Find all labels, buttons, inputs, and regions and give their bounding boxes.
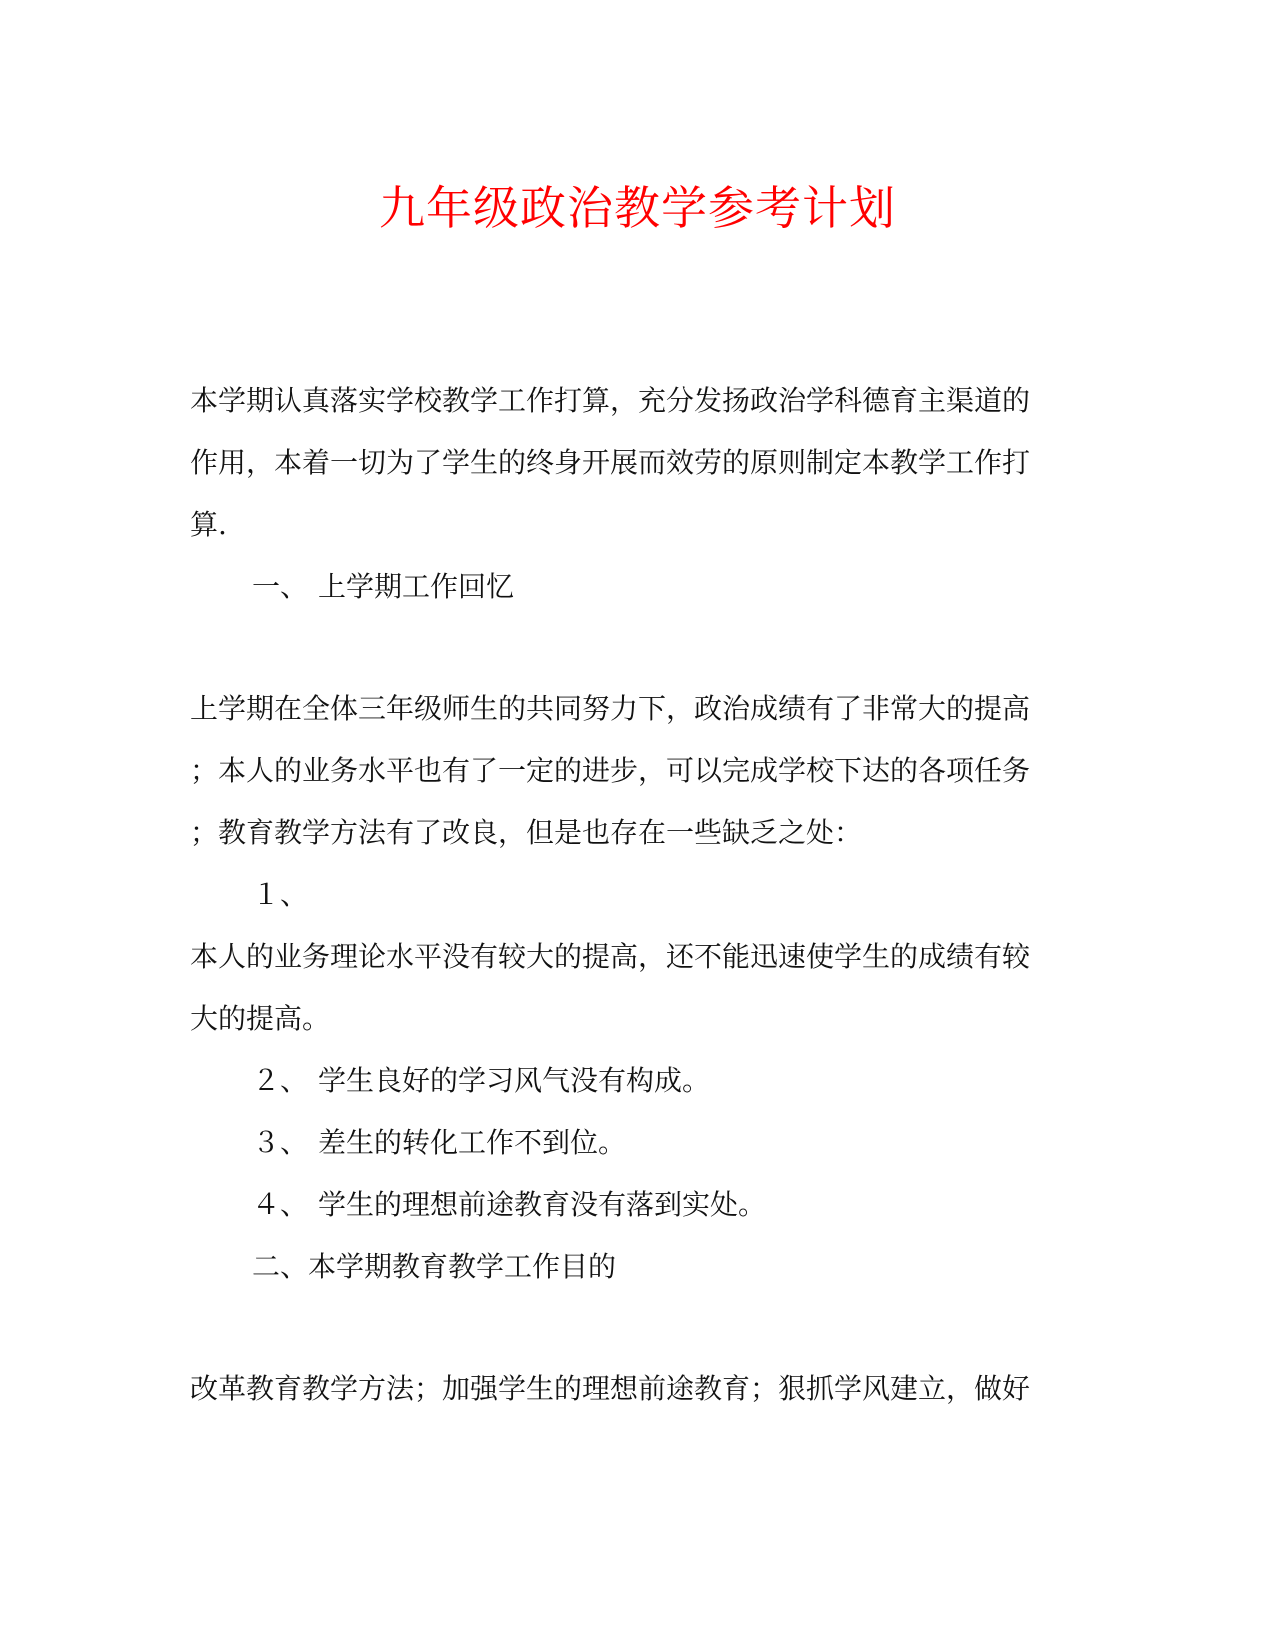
list-item-line: 大的提高。 [190,1002,331,1035]
list-item-text: 差生的转化工作不到位。 [318,1126,627,1159]
section-heading-1 [252,569,514,605]
document-title: 九年级政治教学参考计划 [379,181,896,235]
list-item-text: 学生良好的学习风气没有构成。 [318,1064,711,1097]
section-number: 一、 [252,570,309,603]
paragraph-line: ；本人的业务水平也有了一定的进步，可以完成学校下达的各项任务 [190,754,1031,787]
list-item [252,1125,626,1161]
list-item [252,1187,766,1223]
list-item [252,1063,710,1099]
list-item-line: 本人的业务理论水平没有较大的提高，还不能迅速使学生的成绩有较 [190,940,1031,973]
list-item-number: ３、 [252,1126,309,1159]
paragraph-line: 上学期在全体三年级师生的共同努力下，政治成绩有了非常大的提高 [190,692,1031,725]
paragraph-line: ；教育教学方法有了改良，但是也存在一些缺乏之处： [190,816,863,849]
paragraph-line: 改革教育教学方法；加强学生的理想前途教育；狠抓学风建立，做好 [190,1372,1031,1405]
list-item-number: ４、 [252,1188,309,1221]
paragraph-line: 本学期认真落实学校教学工作打算，充分发扬政治学科德育主渠道的 [190,384,1031,417]
list-item-text: 学生的理想前途教育没有落到实处。 [318,1188,767,1221]
list-item-number: １、 [252,878,309,911]
paragraph-line: 算. [190,508,227,541]
section-heading-2: 二、本学期教育教学工作目的 [252,1250,617,1283]
paragraph-line: 作用，本着一切为了学生的终身开展而效劳的原则制定本教学工作打 [190,446,1031,479]
list-item-number: ２、 [252,1064,309,1097]
section-heading-text: 上学期工作回忆 [318,570,515,603]
